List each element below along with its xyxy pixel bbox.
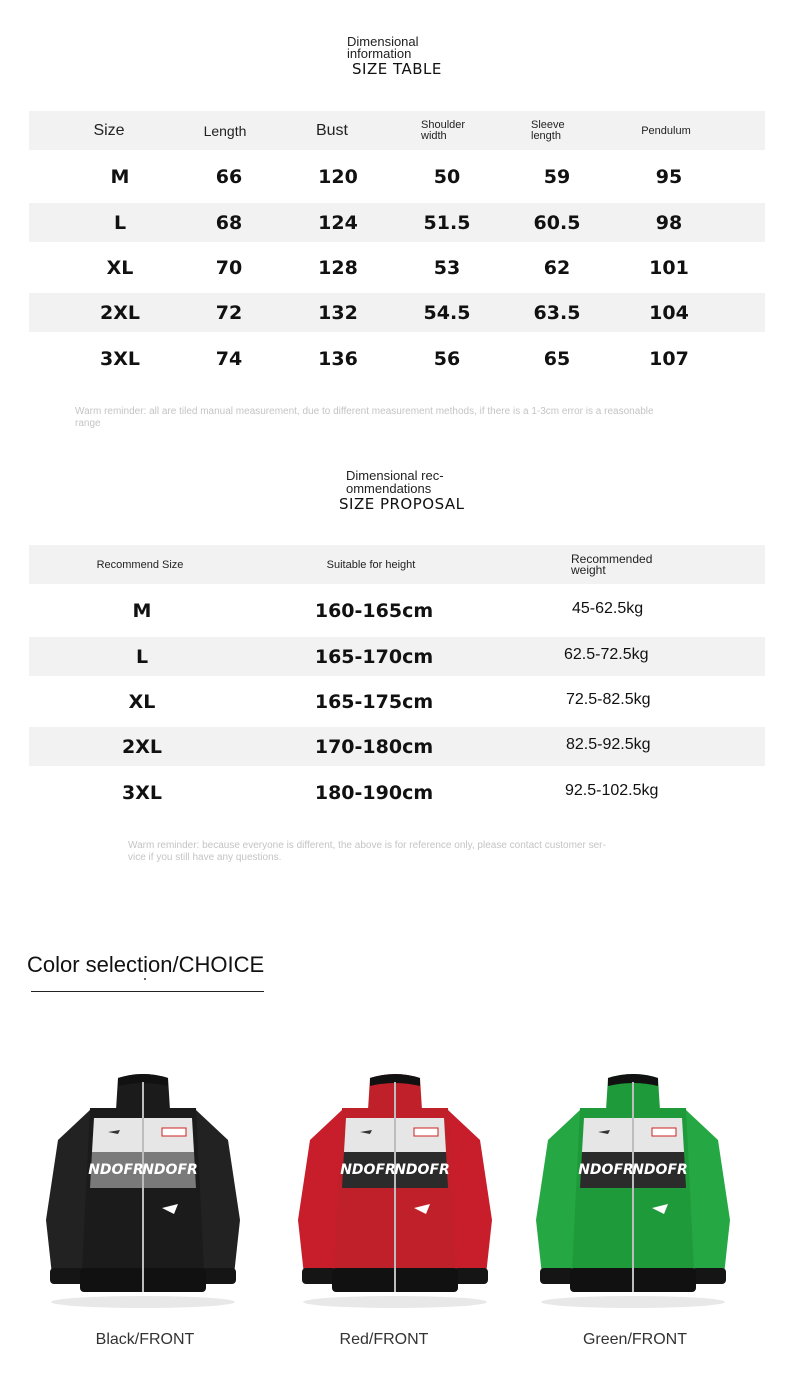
size-proposal-subtitle-line2: ommendations xyxy=(346,481,432,496)
cell-size: 3XL xyxy=(100,347,140,370)
cell-size: M xyxy=(132,599,152,622)
header-size: Size xyxy=(93,121,125,139)
header-recommend-size: Recommend Size xyxy=(96,558,184,571)
table-row xyxy=(29,773,765,812)
size-proposal-subtitle-line1: Dimensional rec- xyxy=(346,468,444,483)
color-caption: Green/FRONT xyxy=(582,1331,687,1348)
header-sleeve-length xyxy=(531,111,601,150)
header-suitable-height: Suitable for height xyxy=(326,558,416,571)
size-proposal-note xyxy=(128,840,668,864)
cell-shoulder: 50 xyxy=(433,165,461,188)
cell-weight: 62.5-72.5kg xyxy=(564,645,649,663)
cell-size: L xyxy=(113,211,127,234)
cell-shoulder: 53 xyxy=(433,256,461,279)
size-proposal-header xyxy=(29,545,765,584)
cell-sleeve: 62 xyxy=(543,256,571,279)
table-row xyxy=(29,591,765,630)
cell-length: 68 xyxy=(215,211,243,234)
size-table-note-l1: Warm reminder: all are tiled manual measurement, due to different measurement methods, if there is a 1-3cm error is a reasonable xyxy=(75,406,654,417)
header-shoulder-l2: width xyxy=(421,129,447,142)
cell-length: 66 xyxy=(215,165,243,188)
cell-shoulder: 54.5 xyxy=(423,301,471,324)
cell-size: XL xyxy=(106,256,134,279)
cell-weight: 72.5-82.5kg xyxy=(566,690,651,708)
cell-height: 165-170cm xyxy=(314,645,434,668)
cell-sleeve: 59 xyxy=(543,165,571,188)
cell-pendulum: 98 xyxy=(655,211,683,234)
cell-bust: 128 xyxy=(318,256,358,279)
cell-length: 70 xyxy=(215,256,243,279)
header-bust: Bust xyxy=(315,121,348,139)
cell-sleeve: 63.5 xyxy=(533,301,581,324)
header-shoulder-l1: Shoulder xyxy=(421,118,466,131)
cell-pendulum: 95 xyxy=(655,165,683,188)
svg-text:NDOFR: NDOFR xyxy=(578,1162,634,1178)
cell-shoulder: 51.5 xyxy=(423,211,471,234)
table-row xyxy=(29,339,765,378)
svg-text:NDOFR: NDOFR xyxy=(340,1162,396,1178)
table-row xyxy=(29,293,765,332)
cell-height: 180-190cm xyxy=(314,781,434,804)
cell-sleeve: 60.5 xyxy=(533,211,581,234)
svg-text:NDOFR: NDOFR xyxy=(88,1162,144,1178)
cell-length: 74 xyxy=(215,347,243,370)
size-table-subtitle-line1: Dimensional xyxy=(347,34,419,49)
header-recommended-weight xyxy=(571,545,671,584)
table-row xyxy=(29,248,765,287)
jacket-image[interactable] xyxy=(528,1070,738,1310)
header-length: Length xyxy=(203,122,247,139)
size-table-subtitle-line2: information xyxy=(347,46,412,61)
cell-size: L xyxy=(135,645,149,668)
cell-bust: 120 xyxy=(318,165,358,188)
cell-sleeve: 65 xyxy=(543,347,571,370)
cell-pendulum: 101 xyxy=(649,256,689,279)
table-row xyxy=(29,157,765,196)
table-row xyxy=(29,682,765,721)
size-table-note xyxy=(75,406,725,430)
table-row xyxy=(29,637,765,676)
cell-weight: 92.5-102.5kg xyxy=(565,781,659,799)
header-shoulder-width xyxy=(421,111,491,150)
cell-shoulder: 56 xyxy=(433,347,461,370)
jacket-image[interactable] xyxy=(290,1070,500,1310)
jacket-image[interactable] xyxy=(38,1070,248,1310)
header-pendulum: Pendulum xyxy=(641,124,691,137)
cell-height: 160-165cm xyxy=(314,599,434,622)
cell-weight: 82.5-92.5kg xyxy=(566,735,651,753)
table-row xyxy=(29,727,765,766)
cell-bust: 124 xyxy=(318,211,358,234)
header-weight-l1: Recommended xyxy=(571,551,653,566)
cell-weight: 45-62.5kg xyxy=(572,599,644,617)
cell-pendulum: 107 xyxy=(649,347,689,370)
size-proposal-note-l1: Warm reminder: because everyone is different, the above is for reference only, please contact customer ser- xyxy=(128,840,606,851)
title-underline xyxy=(31,991,264,992)
size-table-header xyxy=(29,111,765,150)
cell-pendulum: 104 xyxy=(649,301,689,324)
svg-text:NDOFR: NDOFR xyxy=(142,1162,198,1178)
header-sleeve-l2: length xyxy=(531,129,561,142)
cell-size: 2XL xyxy=(122,735,162,758)
cell-length: 72 xyxy=(215,301,243,324)
size-proposal-title: SIZE PROPOSAL xyxy=(339,495,465,513)
cell-bust: 132 xyxy=(318,301,358,324)
cell-bust: 136 xyxy=(318,347,358,370)
cell-height: 170-180cm xyxy=(314,735,434,758)
cell-height: 165-175cm xyxy=(314,690,434,713)
cell-size: XL xyxy=(128,690,156,713)
color-caption: Black/FRONT xyxy=(95,1331,195,1348)
size-table-note-l2: range xyxy=(75,418,101,429)
size-table-title: SIZE TABLE xyxy=(352,60,442,78)
header-sleeve-l1: Sleeve xyxy=(531,118,565,131)
svg-text:NDOFR: NDOFR xyxy=(394,1162,450,1178)
color-selection-title: Color selection/CHOICE xyxy=(27,952,265,977)
title-dot xyxy=(144,978,146,980)
cell-size: 2XL xyxy=(100,301,140,324)
svg-text:NDOFR: NDOFR xyxy=(632,1162,688,1178)
color-caption: Red/FRONT xyxy=(339,1331,429,1348)
size-proposal-note-l2: vice if you still have any questions. xyxy=(128,852,282,863)
table-row xyxy=(29,203,765,242)
header-weight-l2: weight xyxy=(571,562,606,577)
cell-size: 3XL xyxy=(122,781,162,804)
cell-size: M xyxy=(110,165,130,188)
